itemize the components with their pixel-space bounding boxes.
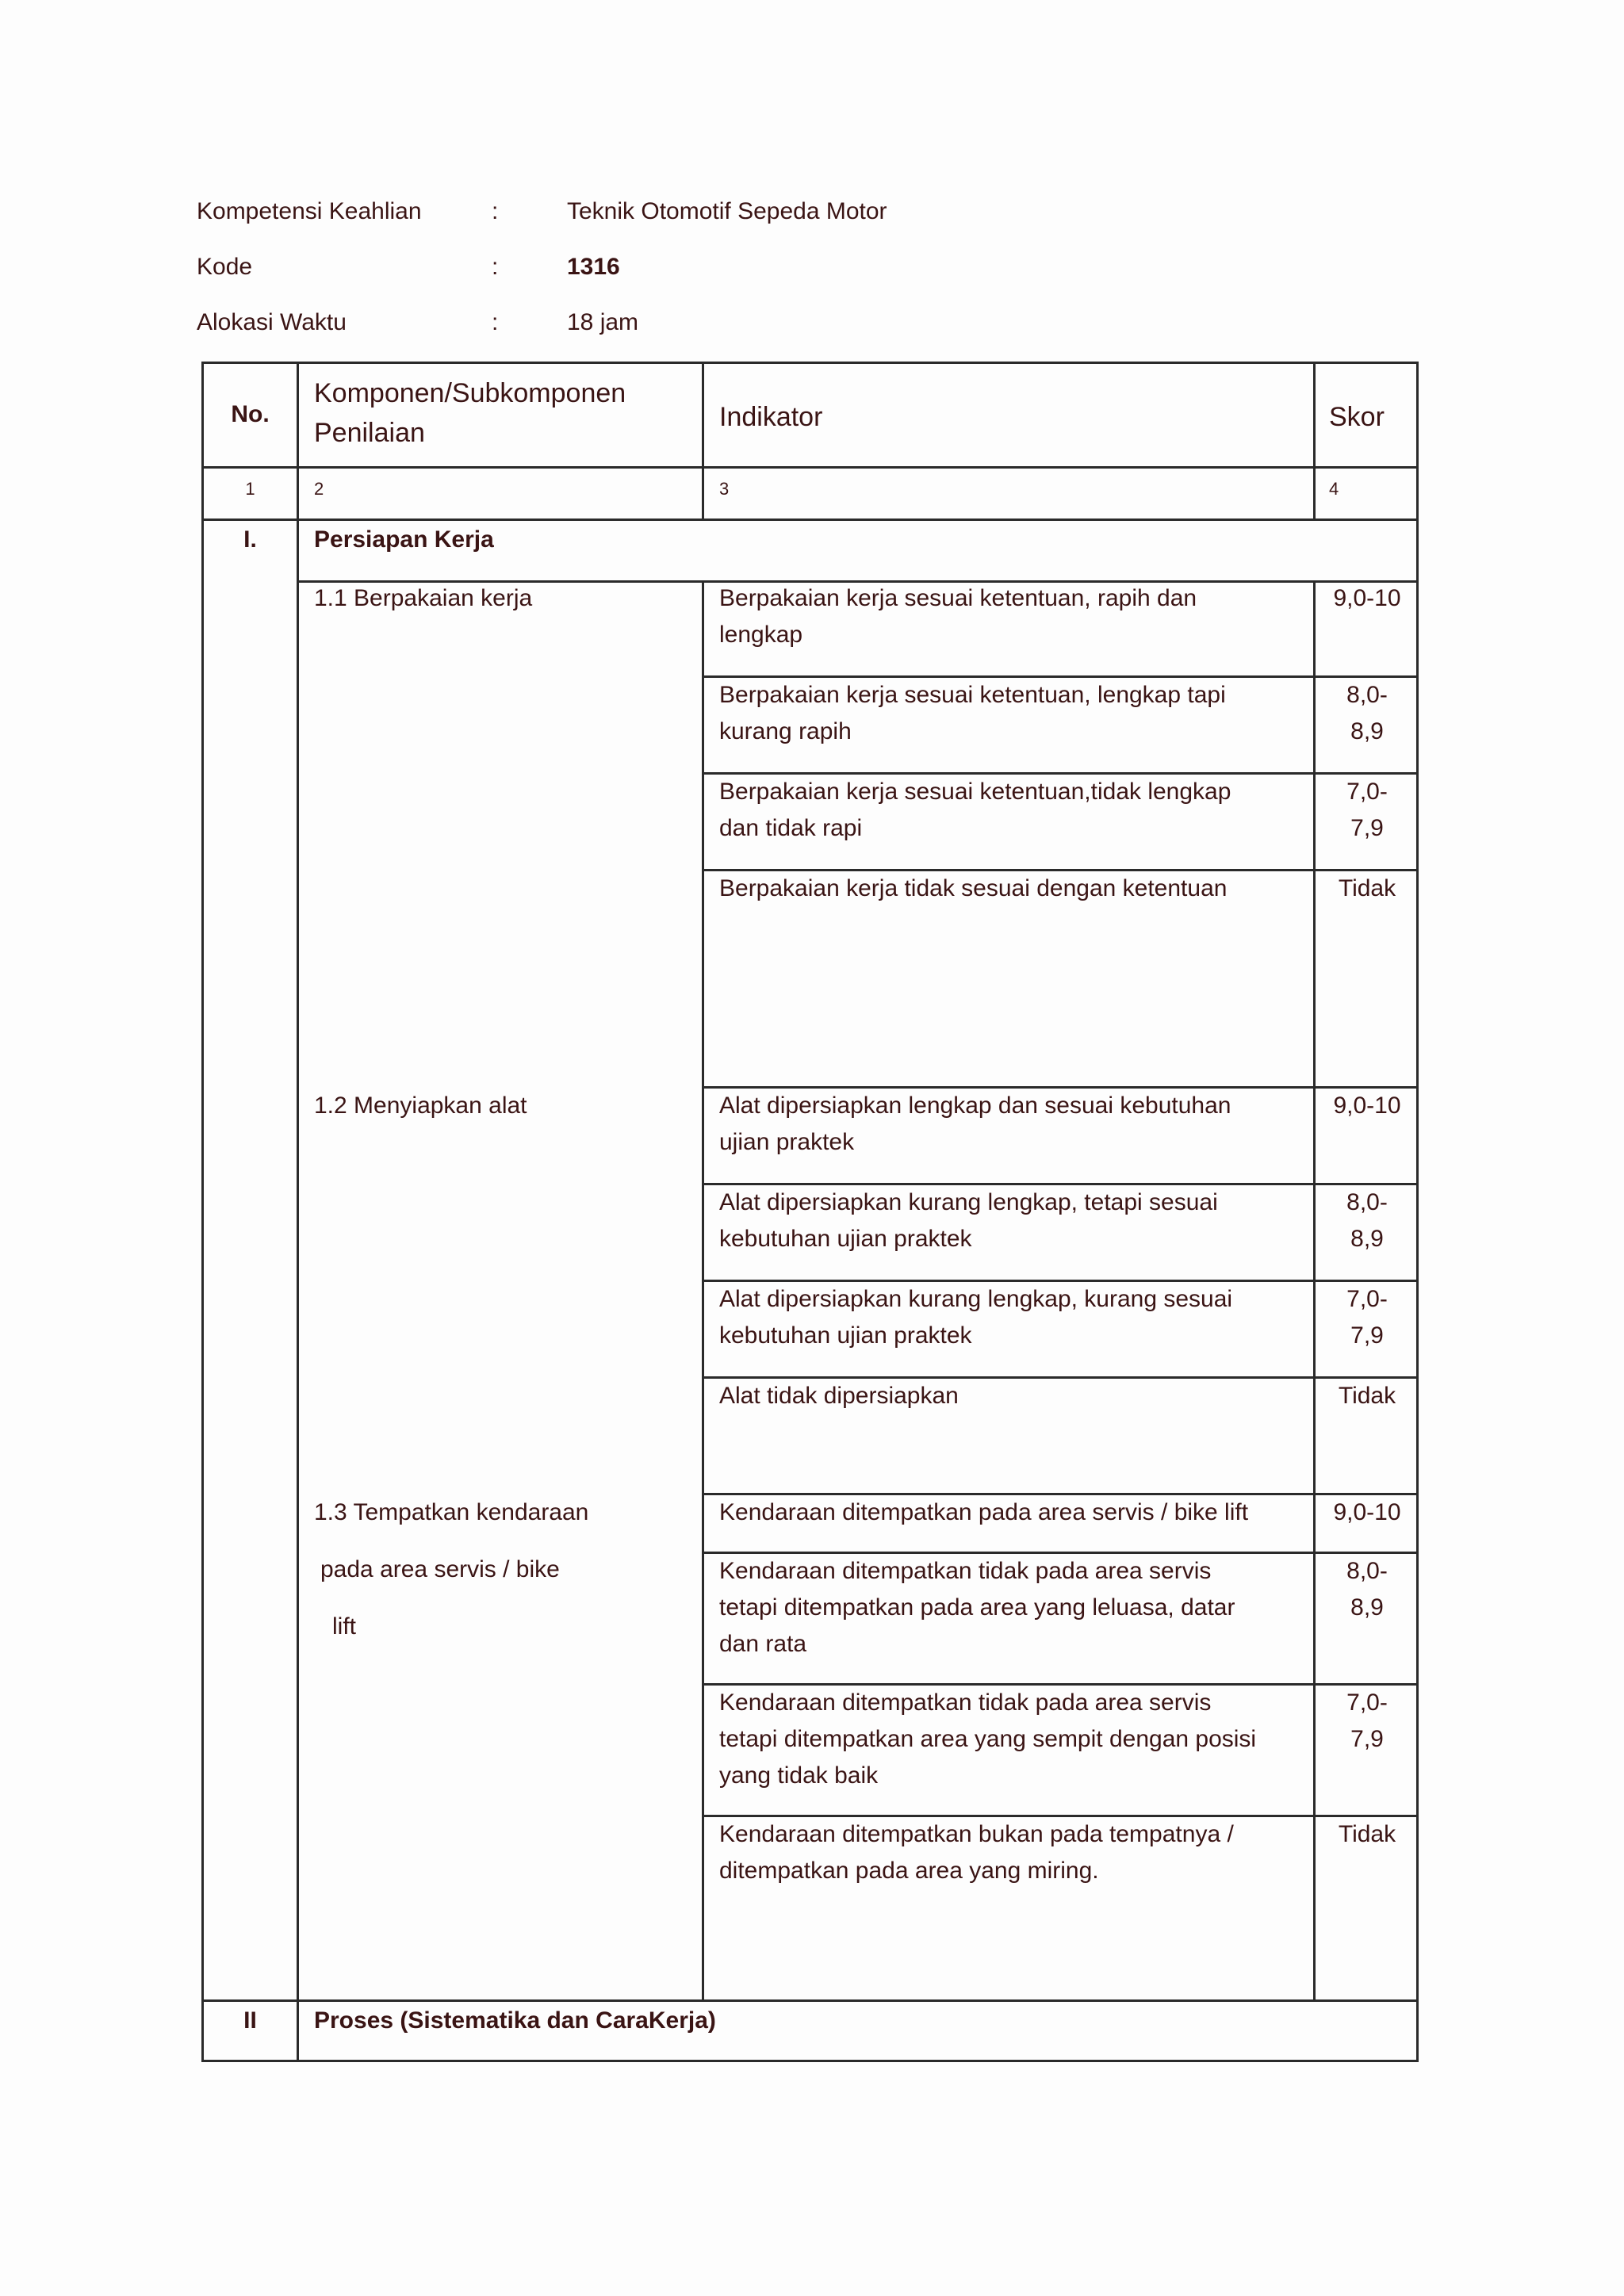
score-value: 8,9 <box>1350 1594 1384 1621</box>
grid-line <box>702 364 704 521</box>
indicator-text: Berpakaian kerja tidak sesuai dengan ketentuan <box>719 875 1228 901</box>
kode-label: Kode <box>197 254 253 280</box>
indicator-text: Kendaraan ditempatkan bukan pada tempatnya / <box>719 1821 1234 1847</box>
score-value: 7,9 <box>1350 1726 1384 1752</box>
section-number: I. <box>243 526 257 553</box>
score-value: 8,0- <box>1346 1558 1388 1584</box>
indicator-text: Alat dipersiapkan kurang lengkap, tetapi sesuai <box>719 1189 1218 1215</box>
indicator-text: Berpakaian kerja sesuai ketentuan, lengkap tapi <box>719 682 1226 708</box>
indicator-text: tetapi ditempatkan pada area yang leluasa, datar <box>719 1594 1235 1621</box>
alokasi-separator: : <box>492 309 499 335</box>
indicator-text: kebutuhan ujian praktek <box>719 1322 972 1349</box>
score-value: Tidak <box>1338 1821 1396 1847</box>
grid-line <box>204 466 1419 469</box>
indicator-text: tetapi ditempatkan area yang sempit dengan posisi <box>719 1726 1257 1752</box>
indicator-text: Kendaraan ditempatkan tidak pada area servis <box>719 1689 1212 1716</box>
assessment-table <box>201 362 1419 2062</box>
section-title: Persiapan Kerja <box>314 526 494 553</box>
score-value: 7,9 <box>1350 815 1384 841</box>
kode-value: 1316 <box>567 254 620 280</box>
alokasi-label: Alokasi Waktu <box>197 309 347 335</box>
score-value: 7,9 <box>1350 1322 1384 1349</box>
kompetensi-separator: : <box>492 198 499 224</box>
col-header-skor: Skor <box>1329 402 1385 432</box>
kompetensi-label: Kompetensi Keahlian <box>197 198 422 224</box>
grid-line <box>204 519 1419 521</box>
col-number-4: 4 <box>1329 479 1339 499</box>
score-value: 8,9 <box>1350 1226 1384 1252</box>
grid-line <box>204 1999 1419 2002</box>
indicator-text: Alat tidak dipersiapkan <box>719 1383 959 1409</box>
section-number: II <box>243 2007 257 2034</box>
indicator-text: dan tidak rapi <box>719 815 863 841</box>
col-header-indikator: Indikator <box>719 402 823 432</box>
col-header-komponen-line1: Komponen/Subkomponen <box>314 378 626 408</box>
score-value: 7,0- <box>1346 1286 1388 1312</box>
score-value: 8,0- <box>1346 682 1388 708</box>
score-value: 7,0- <box>1346 1689 1388 1716</box>
score-value: Tidak <box>1338 1383 1396 1409</box>
indicator-text: ditempatkan pada area yang miring. <box>719 1858 1099 1884</box>
subcomponent-title: lift <box>332 1613 356 1640</box>
indicator-text: Alat dipersiapkan lengkap dan sesuai kebutuhan <box>719 1093 1231 1119</box>
col-number-1: 1 <box>245 479 255 499</box>
alokasi-value: 18 jam <box>567 309 639 335</box>
indicator-text: Kendaraan ditempatkan pada area servis / bike lift <box>719 1499 1249 1525</box>
subcomponent-title: 1.1 Berpakaian kerja <box>314 585 533 611</box>
score-value: 9,0-10 <box>1333 585 1401 611</box>
score-value: Tidak <box>1338 875 1396 901</box>
col-number-2: 2 <box>314 479 324 499</box>
score-value: 9,0-10 <box>1333 1499 1401 1525</box>
score-value: 9,0-10 <box>1333 1093 1401 1119</box>
subcomponent-title: pada area servis / bike <box>320 1556 560 1582</box>
grid-line <box>297 364 299 2062</box>
kode-separator: : <box>492 254 499 280</box>
grid-line <box>1313 364 1316 521</box>
indicator-text: yang tidak baik <box>719 1762 879 1789</box>
indicator-text: ujian praktek <box>719 1129 855 1155</box>
indicator-text: Berpakaian kerja sesuai ketentuan, rapih dan <box>719 585 1197 611</box>
col-header-komponen-line2: Penilaian <box>314 418 425 448</box>
score-value: 8,0- <box>1346 1189 1388 1215</box>
subcomponent-title: 1.3 Tempatkan kendaraan <box>314 1499 589 1525</box>
indicator-text: Alat dipersiapkan kurang lengkap, kurang sesuai <box>719 1286 1233 1312</box>
indicator-text: Kendaraan ditempatkan tidak pada area servis <box>719 1558 1212 1584</box>
indicator-text: kurang rapih <box>719 718 852 744</box>
score-value: 7,0- <box>1346 779 1388 805</box>
subcomponent-title: 1.2 Menyiapkan alat <box>314 1093 527 1119</box>
grid-line <box>702 580 704 2002</box>
col-number-3: 3 <box>719 479 730 499</box>
kompetensi-value: Teknik Otomotif Sepeda Motor <box>567 198 887 224</box>
score-value: 8,9 <box>1350 718 1384 744</box>
indicator-text: Berpakaian kerja sesuai ketentuan,tidak lengkap <box>719 779 1231 805</box>
col-header-no: No. <box>231 401 270 427</box>
indicator-text: dan rata <box>719 1631 807 1657</box>
section-title: Proses (Sistematika dan CaraKerja) <box>314 2007 716 2034</box>
indicator-text: kebutuhan ujian praktek <box>719 1226 972 1252</box>
indicator-text: lengkap <box>719 622 803 648</box>
